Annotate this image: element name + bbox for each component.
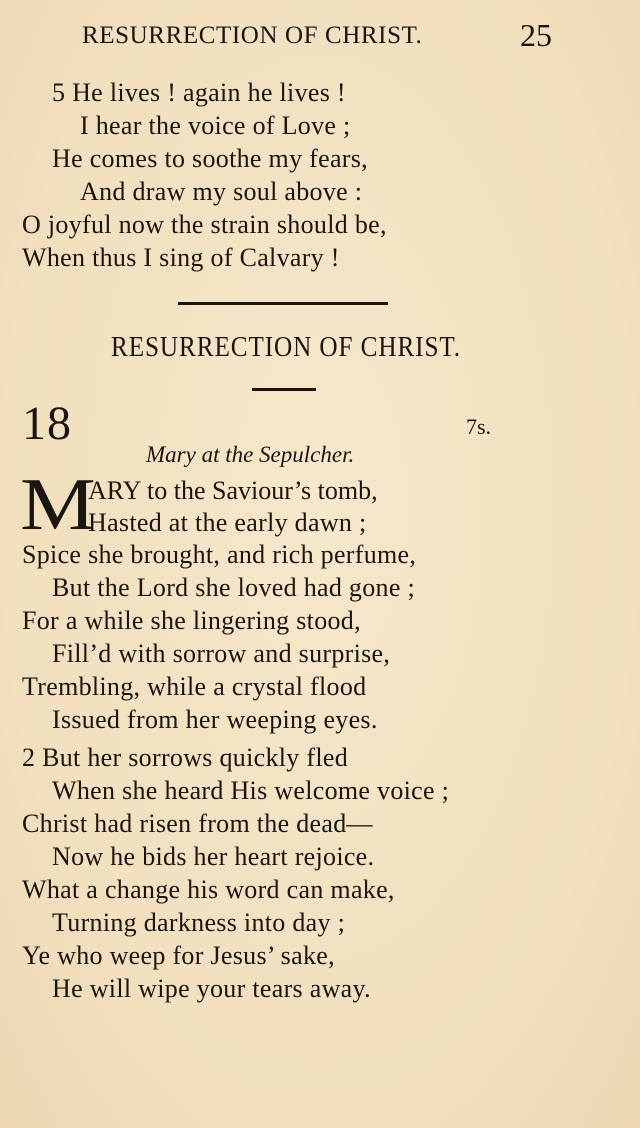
page-number: 25: [520, 17, 552, 53]
previous-stanza-line: He comes to soothe my fears,: [52, 144, 368, 173]
previous-stanza-line: I hear the voice of Love ;: [80, 111, 351, 140]
hymn-number: 18: [22, 397, 72, 450]
hymn-meter: 7s.: [466, 414, 492, 439]
stanza-line: 2 But her sorrows quickly fled: [22, 743, 349, 772]
drop-capital: M: [20, 464, 96, 546]
hymn-first-line: ARY to the Saviour’s tomb,: [88, 476, 378, 505]
short-divider-rule: [252, 388, 316, 391]
section-divider-rule: [178, 302, 388, 305]
running-head: [82, 18, 552, 54]
stanza-line: What a change his word can make,: [22, 875, 395, 904]
stanza-line: Issued from her weeping eyes.: [52, 705, 378, 734]
stanza-line: Now he bids her heart rejoice.: [52, 842, 375, 871]
stanza-line: Trembling, while a crystal flood: [22, 672, 367, 701]
stanza-line: He will wipe your tears away.: [52, 974, 371, 1003]
running-title: RESURRECTION OF CHRIST.: [82, 22, 423, 49]
stanza-line: But the Lord she loved had gone ;: [52, 573, 415, 602]
previous-stanza-line: 5 He lives ! again he lives !: [52, 78, 346, 107]
previous-stanza-line: O joyful now the strain should be,: [22, 210, 387, 239]
stanza-line: When she heard His welcome voice ;: [52, 776, 450, 805]
hymn-subtitle: Mary at the Sepulcher.: [146, 442, 355, 467]
stanza-line: Spice she brought, and rich perfume,: [22, 540, 417, 569]
stanza-line: Turning darkness into day ;: [52, 908, 346, 937]
stanza-line: Ye who weep for Jesus’ sake,: [22, 941, 335, 970]
stanza-line: Fill’d with sorrow and surprise,: [52, 639, 391, 668]
section-heading: RESURRECTION OF CHRIST.: [111, 332, 461, 363]
stanza-line: Christ had risen from the dead—: [22, 809, 373, 838]
stanza-line: Hasted at the early dawn ;: [88, 508, 367, 537]
previous-stanza-line: When thus I sing of Calvary !: [22, 243, 340, 272]
stanza-line: For a while she lingering stood,: [22, 606, 361, 635]
previous-stanza-line: And draw my soul above :: [80, 177, 363, 206]
